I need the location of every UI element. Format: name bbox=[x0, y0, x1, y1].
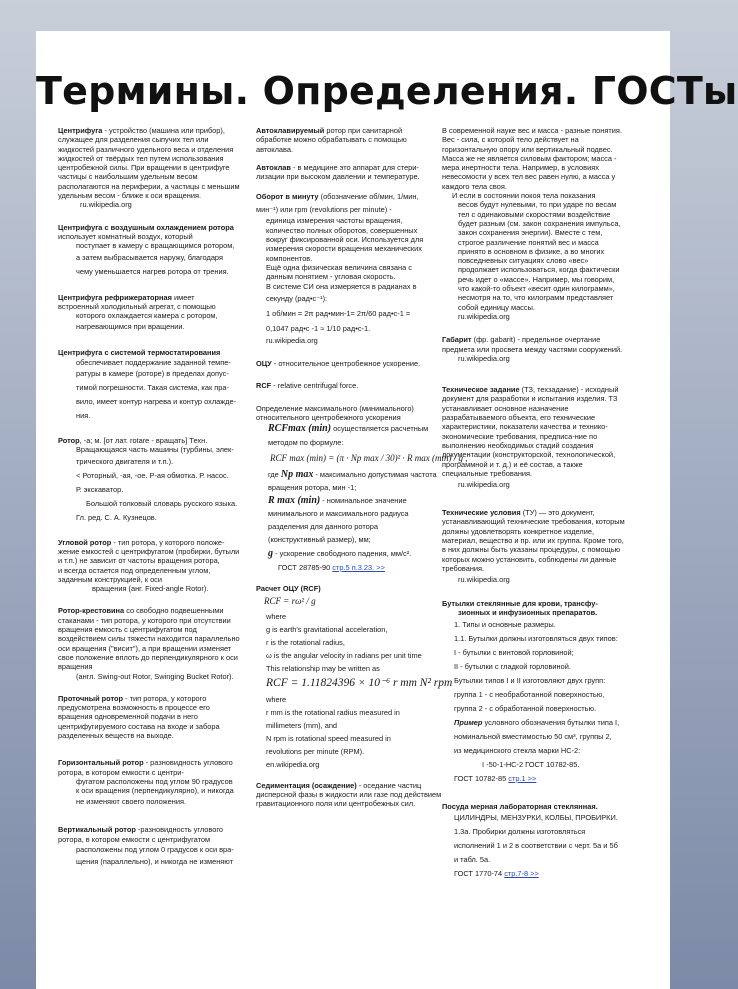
entry-weight-mass bbox=[442, 126, 648, 321]
entry-tech-conditions bbox=[442, 508, 648, 587]
text-line: группа 2 - с обработанной поверхностью. bbox=[454, 703, 597, 713]
entry-rotor bbox=[58, 436, 256, 525]
source: ru.wikipedia.org bbox=[266, 335, 318, 345]
term: Ротор bbox=[58, 436, 80, 446]
term: Автоклавируемый bbox=[256, 126, 325, 135]
text-line: номинальной вместимостью 50 см³, группы 2, bbox=[454, 731, 612, 741]
text-line: что какой-то объект «весит один килограмм», bbox=[458, 284, 615, 294]
entry-lab-glassware bbox=[442, 802, 648, 881]
rcf-formula-simple: RCF = rω² / g bbox=[264, 595, 316, 606]
text-line: тимой погрешности. Такая система, как пра- bbox=[76, 383, 229, 393]
term: ОЦУ bbox=[256, 359, 272, 369]
term: Техническое задание bbox=[442, 385, 520, 395]
text-line: 1. Типы и основные размеры. bbox=[454, 619, 556, 629]
text-line: Определение максимального (минимального) bbox=[256, 403, 414, 413]
poster-sheet bbox=[36, 31, 738, 989]
term: Центрифуга bbox=[58, 126, 103, 135]
text-line: которого охлаждается камера с ротором, bbox=[76, 311, 218, 321]
rcf-formula: RCF max (min) = (π · Np max / 30)² · R max (min) / g , bbox=[270, 453, 468, 464]
text-line: заданным конструкцией, к оси bbox=[58, 574, 163, 584]
text-line: В современной науке вес и масса - разные понятия. bbox=[442, 126, 622, 135]
text-line: оси вращения ("висит"), а при вращении изменяет bbox=[58, 643, 232, 653]
gost-ref: ГОСТ 28785-90 bbox=[278, 562, 331, 572]
text-line: (обозначение об/мин, 1/мин, bbox=[320, 192, 419, 202]
text-line: предусмотрена возможность в процессе его bbox=[58, 703, 210, 713]
term: RCF bbox=[256, 381, 272, 391]
text-line: обеспечивает поддержание заданной темпе- bbox=[76, 357, 231, 367]
source: ru.wikipedia.org bbox=[458, 311, 510, 321]
text-line: - в медицине это аппарат для стери- bbox=[293, 162, 419, 172]
text-line: расположены под углом 0 градусов к оси вра- bbox=[76, 845, 234, 855]
text-line: к оси вращения (перпендикулярно), и никогда bbox=[76, 786, 234, 796]
source: ru.wikipedia.org bbox=[458, 480, 510, 490]
text-line: - relative centrifugal force. bbox=[273, 381, 359, 391]
text-line: характеристики, показатели качества и технико- bbox=[442, 422, 608, 432]
text-line: устанавливает основное назначение bbox=[442, 403, 569, 413]
entry-rpm bbox=[256, 190, 442, 345]
text-line: каждого тела своя. bbox=[442, 181, 507, 191]
term: Автоклав bbox=[256, 162, 291, 172]
text-line: поступает в камеру с вращающимся ротором, bbox=[76, 241, 235, 251]
text-line: которых можно установить, соблюдены ли данные bbox=[442, 554, 617, 564]
text-line: This relationship may be written as bbox=[266, 664, 380, 674]
text-line: жидкостей от твёрдых тел путем использования bbox=[58, 153, 224, 163]
entry-vertical-rotor bbox=[58, 825, 256, 868]
term: Горизонтальный ротор bbox=[58, 758, 144, 768]
text-line: ния. bbox=[76, 411, 91, 421]
text-line: 1.1. Бутылки должны изготовляться двух типов: bbox=[454, 633, 618, 643]
text-line: специальные требования. bbox=[442, 468, 533, 478]
text-line: частицы с наибольшим удельным весом bbox=[58, 172, 198, 182]
entry-autoclavable bbox=[256, 126, 442, 154]
text-line: (ТЗ, техзадание) - исходный bbox=[521, 385, 619, 395]
term: Проточный ротор bbox=[58, 693, 124, 703]
term: Np max bbox=[280, 468, 314, 480]
term: Пример bbox=[454, 717, 483, 727]
text-line: количество полных оборотов, совершенных bbox=[266, 225, 418, 235]
entry-thermostat bbox=[58, 348, 256, 423]
text-line: N rpm is rotational speed measured in bbox=[266, 733, 391, 743]
entry-tech-task bbox=[442, 385, 648, 492]
text-line: группа 1 - с необработанной поверхностью, bbox=[454, 689, 605, 699]
entry-sedimentation bbox=[256, 781, 442, 809]
text-line: Вращающаяся часть машины (турбины, элек- bbox=[76, 445, 234, 455]
entry-refrigerated bbox=[58, 293, 256, 335]
text-line: центробежной силы. При вращении в центрифуге bbox=[58, 163, 230, 173]
text-line: жение емкостей с центрифугатом (пробирки, бутыли bbox=[58, 546, 240, 556]
text-line: нагревающимся при вращении. bbox=[76, 322, 185, 332]
text-line: чему уменьшается нагрев ротора от трения. bbox=[76, 266, 229, 276]
text-line: повседневных ситуациях слово «вес» bbox=[458, 256, 589, 266]
entry-autoclave bbox=[256, 163, 442, 182]
text-line: материал, вещество и пр. или их группа. Кроме того, bbox=[442, 535, 624, 545]
section-title: Расчет ОЦУ (RCF) bbox=[256, 583, 321, 593]
text-line: 1.3а. Пробирки должны изготовляться bbox=[454, 827, 586, 837]
entry-swing-rotor bbox=[58, 606, 256, 680]
text-line: разделения для данного ротора bbox=[268, 521, 378, 531]
term: R max (min) bbox=[268, 494, 321, 506]
text-line: where bbox=[266, 612, 287, 622]
term: Седиментация (осаждение) bbox=[256, 780, 357, 790]
text-line: использует комнатный воздух, который bbox=[58, 231, 193, 241]
text-line: I -50-1-НС-2 ГОСТ 10782-85. bbox=[482, 759, 580, 769]
text-line: ротор при санитарной bbox=[326, 126, 403, 135]
text-line: компонентов. bbox=[266, 253, 313, 263]
text-line: , -а; м. [от лат. rotare - вращать] Техн. bbox=[79, 436, 208, 446]
entry-air-cooled bbox=[58, 223, 256, 279]
text-line: выполнению необходимых стадий создания bbox=[442, 440, 594, 450]
text-line: единица измерения частоты вращения, bbox=[266, 216, 403, 226]
text-line: g is earth's gravitational acceleration, bbox=[266, 625, 388, 635]
term: RCFmax (min) bbox=[268, 423, 332, 435]
entry-bottles bbox=[442, 599, 648, 786]
entry-centrifuge bbox=[58, 126, 256, 210]
text-line: -разновидность углового bbox=[137, 825, 223, 835]
text-line: r is the rotational radius, bbox=[266, 638, 345, 648]
entry-rcf bbox=[256, 381, 442, 390]
text-line: ротора, в котором емкости с центрифугатом bbox=[58, 834, 211, 844]
text-line: ω is the angular velocity in radians per unit time bbox=[266, 651, 422, 661]
text-line: вращения (анг. Fixed-angle Rotor). bbox=[92, 584, 209, 594]
source: ru.wikipedia.org bbox=[458, 575, 510, 585]
text-line: и всегда остается под определенным углом, bbox=[58, 565, 211, 575]
text-line: Вес - сила, с которой тело действует на bbox=[442, 135, 579, 145]
text-line: закон сохранения энергии). Вместе с тем, bbox=[458, 228, 603, 238]
text-line: собой единицу массы. bbox=[458, 302, 535, 312]
entry-angle-rotor bbox=[58, 538, 256, 594]
text-line: millimeters (mm), and bbox=[266, 720, 338, 730]
text-line: - тип ротора, у которого bbox=[125, 693, 207, 703]
text-line: и т.п.) не зависит от частоты вращения ротора, bbox=[58, 556, 220, 566]
text-line: - относительное центробежное ускорение. bbox=[273, 359, 421, 369]
text-line: документации (конструкторской, технологической, bbox=[442, 450, 616, 460]
text-line: вило, имеет контур нагрева и контур охлажде- bbox=[76, 397, 237, 407]
text-line: устанавливающий технические требования, которым bbox=[442, 517, 625, 527]
text-line: располагаются на периферии, а частицы с меньшим bbox=[58, 181, 240, 191]
text-line: мин⁻¹) или rpm (revolutions per minute) - bbox=[256, 205, 392, 215]
gost-ref: ГОСТ 10782-85 bbox=[454, 773, 507, 783]
text-line: весов будут нулевыми, то при ударе по весам bbox=[458, 200, 617, 210]
text-line: мера инертности тела. Например, в условиях bbox=[442, 163, 599, 173]
term: Центрифуга с воздушным охлаждением ротора bbox=[58, 222, 234, 232]
text-line: продолжает использоваться, когда фактически bbox=[458, 265, 620, 275]
text-line: программной и т. д.) и её состав, а также bbox=[442, 459, 583, 469]
text-line: воздействием силы тяжести находится параллельно bbox=[58, 634, 240, 644]
source: ru.wikipedia.org bbox=[80, 200, 132, 210]
gost-ref: ГОСТ 1770-74 bbox=[454, 869, 503, 879]
text-line: трического двигателя и т.п.). bbox=[76, 456, 174, 466]
text-line: минимального и максимального радиуса bbox=[268, 508, 409, 518]
text-line: ратуры в камере (роторе) в пределах допус- bbox=[76, 369, 229, 379]
text-line: относительного центробежного ускорения bbox=[256, 413, 401, 423]
text-line: - тип ротора, у которого положе- bbox=[113, 537, 225, 547]
text-line: осуществляется расчетным bbox=[333, 424, 429, 434]
text-line: дисперсной фазы в жидкости или газе под действием bbox=[256, 789, 442, 799]
column-1 bbox=[58, 126, 256, 983]
text-line: обработке можно обрабатывать с помощью bbox=[256, 135, 407, 145]
text-line: Р. экскаватор. bbox=[76, 484, 124, 494]
text-line: - разновидность углового bbox=[145, 758, 233, 768]
text-line: Большой толковый словарь русского языка. bbox=[86, 498, 238, 508]
text-line: вокруг фиксированной оси. Используется для bbox=[266, 235, 424, 245]
text-line: речь идет о «массе». Например, мы говорим, bbox=[458, 274, 615, 284]
column-3 bbox=[442, 126, 648, 983]
text-line: и табл. 5а. bbox=[454, 855, 491, 865]
term: g bbox=[268, 547, 273, 559]
text-line: (конструктивный размер), мм; bbox=[268, 534, 371, 544]
text-line: where bbox=[266, 694, 287, 704]
text-line: Гл. ред. С. А. Кузнецов. bbox=[76, 512, 157, 522]
text-line: ротора, в котором емкости с центри- bbox=[58, 767, 184, 777]
gost-link[interactable]: стр.1 >> bbox=[508, 773, 537, 783]
text-line: В системе СИ она измеряется в радианах в bbox=[266, 281, 417, 291]
text-line: I - бутылки с винтовой горловиной; bbox=[454, 647, 574, 657]
section-title: Посуда мерная лабораторная стеклянная. bbox=[442, 801, 598, 811]
text-line: встроенный холодильный агрегат, с помощью bbox=[58, 301, 216, 311]
text-line: вращения одновременной подачи в него bbox=[58, 712, 198, 722]
text-line: должны удовлетворять конкретное изделие, bbox=[442, 526, 595, 536]
text-line: тел с одинаковыми скоростями воздействие bbox=[458, 209, 611, 219]
entry-gabarit bbox=[442, 335, 648, 363]
text-line: - ускорение свободного падения, мм/с². bbox=[275, 548, 412, 558]
text-line: исполнений 1 и 2 в соответствии с черт. 5а и 5б bbox=[454, 841, 618, 851]
term: Вертикальный ротор bbox=[58, 825, 136, 835]
source: ru.wikipedia.org bbox=[458, 353, 510, 363]
text-line: revolutions per minute (RPM). bbox=[266, 746, 365, 756]
page-title: Термины. Определения. ГОСТы bbox=[36, 69, 738, 113]
term: Технические условия bbox=[442, 508, 521, 518]
text-line: не изменяют своего положения. bbox=[76, 797, 187, 807]
text-line: 1 об/мин = 2π рад•мин-1= 2π/60 рад•с-1 = bbox=[266, 308, 411, 318]
text-line: (ТУ) — это документ, bbox=[522, 508, 595, 518]
text-line: свое положение вплоть до перпендикулярного к оси bbox=[58, 652, 238, 662]
text-line: щения (параллельно), и никогда не изменяют bbox=[76, 857, 234, 867]
text-line: предмета или просвета между частями сооружений. bbox=[442, 344, 623, 354]
rcf-formula-numeric: RCF = 1.11824396 × 10⁻⁶ r mm N² rpm bbox=[266, 677, 453, 690]
text-line: Масса же не является силовым фактором; масса - bbox=[442, 153, 617, 163]
text-line: требования. bbox=[442, 563, 485, 573]
text-line: горизонтальную опору или вертикальный подвес. bbox=[442, 144, 613, 154]
text-line: а затем выбрасывается наружу, благодаря bbox=[76, 252, 223, 262]
text-line: гравитационного поля или центробежных сил. bbox=[256, 799, 416, 809]
text-line: из медицинского стекла марки НС-2: bbox=[454, 745, 581, 755]
text-line: II - бутылки с гладкой горловиной. bbox=[454, 661, 571, 671]
term: Оборот в минуту bbox=[256, 192, 319, 202]
entry-rcf-definition: Определение максимального (минимального) относительного центробежного ускорения RCFmax (min) осуществляется расчетным методом по формуле: RCF max (min) = (π · Np max / 30)² · R max (min) / g , где Np max - максимально допустимая частота вращения ротора, мин -1; R max (min) - номинальное значение минимального и максимального радиуса разделения для данного ротора (конструктивный размер), мм; g - ускорение свободного падения, мм/с². ГОСТ 28785-90 стр.5 п.3.23. >> bbox=[256, 403, 468, 572]
text-line: методом по формуле: bbox=[268, 438, 344, 448]
section-title: Бутылки стеклянные для крови, трансфу- bbox=[442, 599, 598, 609]
text-line: принято в основном в физике, а во многих bbox=[458, 246, 605, 256]
term: Ротор-крестовина bbox=[58, 606, 125, 616]
text-line: лизации при высоком давлении и температуре. bbox=[256, 172, 420, 182]
text-line: - устройство (машина или прибор), bbox=[104, 126, 225, 135]
text-line: измерения скорости вращения механических bbox=[266, 244, 422, 254]
text-line: (фр. gabarit) - предельное очертание bbox=[473, 335, 601, 345]
text-line: имеет bbox=[174, 292, 195, 302]
text-line: 0,1047 рад•с -1 ≈ 1/10 рад•с-1. bbox=[266, 323, 371, 333]
section-title: зионных и инфузионных препаратов. bbox=[458, 608, 598, 618]
term: Центрифуга с системой термостатирования bbox=[58, 348, 221, 358]
text-line: строгое различение понятий вес и масса bbox=[458, 237, 599, 247]
text-line: - максимально допустимая частота bbox=[315, 469, 437, 479]
text-line: ЦИЛИНДРЫ, МЕНЗУРКИ, КОЛБЫ, ПРОБИРКИ. bbox=[454, 813, 618, 823]
text-line: несмотря на то, что килограмм представляет bbox=[458, 293, 614, 303]
text-line: центрифугируемого состава на входе и забора bbox=[58, 721, 220, 731]
text-line: < Роторный, -ая, -ое. Р-ая обмотка. Р. насос. bbox=[76, 470, 229, 480]
text-line: Бутылки типов I и II изготовляют двух групп: bbox=[454, 675, 606, 685]
text-line: будет разным (см. закон сохранения импульса, bbox=[458, 218, 621, 228]
text-line: Ещё одна физическая величина связана с bbox=[266, 262, 412, 272]
text-line: удельным весом - ближе к оси вращения. bbox=[58, 191, 202, 201]
source: en.wikipedia.org bbox=[266, 759, 320, 769]
text-line: r mm is the rotational radius measured in bbox=[266, 707, 400, 717]
text-line: документ для разработки и испытания изделия. ТЗ bbox=[442, 394, 618, 404]
text-line: вращения ротора, мин -1; bbox=[268, 482, 357, 492]
text-line: - оседание частиц bbox=[358, 780, 422, 790]
text-line: условного обозначения бутылки типа I, bbox=[484, 717, 620, 727]
text-line: (англ. Swing-out Rotor, Swinging Bucket Rotor). bbox=[76, 671, 234, 681]
entry-ocu bbox=[256, 359, 442, 368]
text-line: - номинальное значение bbox=[322, 495, 407, 505]
text-line: вращения емкость с центрифугатом под bbox=[58, 625, 197, 635]
term: Габарит bbox=[442, 335, 472, 345]
text-line: автоклава. bbox=[256, 144, 294, 154]
text-line: со свободно подвешенными bbox=[126, 606, 224, 616]
entry-flow-rotor bbox=[58, 694, 256, 740]
text-line: экономические требования, предписа-ние по bbox=[442, 431, 598, 441]
text-line: фугатом расположены под углом 90 градусов bbox=[76, 776, 233, 786]
text-line: стаканами - тип ротора, у которого при отсутствии bbox=[58, 615, 231, 625]
text-line: служащее для разделения сыпучих тел или bbox=[58, 135, 209, 145]
entry-horizontal-rotor bbox=[58, 758, 256, 809]
text-line: И если в состоянии покоя тела показания bbox=[452, 191, 596, 201]
text-line: вращения bbox=[58, 662, 93, 672]
term: Угловой ротор bbox=[58, 537, 112, 547]
text-line: секунду (рад•с⁻¹): bbox=[266, 293, 328, 303]
text-line: невесомости у всех тел вес равен нулю, а масса у bbox=[442, 172, 616, 182]
entry-rcf-calc bbox=[256, 583, 453, 771]
text-line: разделенных веществ на выходе. bbox=[58, 730, 174, 740]
gost-link[interactable]: стр.5 п.3.23. >> bbox=[332, 562, 385, 572]
text-line: данным понятием - угловая скорость. bbox=[266, 272, 396, 282]
term: Центрифуга рефрижераторная bbox=[58, 292, 172, 302]
text-line: жидкостей различного удельного веса и отделения bbox=[58, 144, 234, 154]
gost-link[interactable]: стр.7-8 >> bbox=[504, 869, 539, 879]
text-line: разрабатываемого объекта, его технические bbox=[442, 413, 596, 423]
text-line: в них должны быть указаны процедуры, с помощью bbox=[442, 545, 621, 555]
